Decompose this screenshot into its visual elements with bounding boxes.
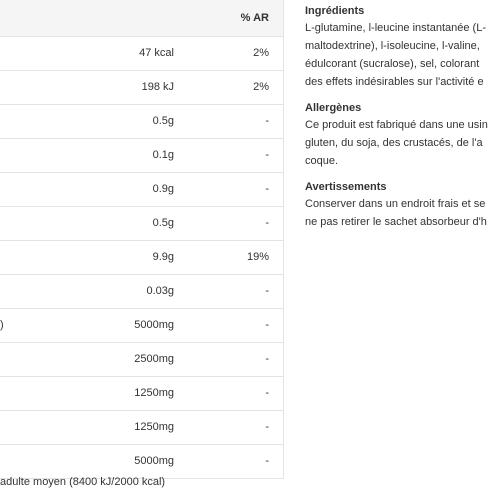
nutrient-ar: - bbox=[265, 183, 269, 195]
warnings-text bbox=[305, 195, 495, 231]
table-row bbox=[0, 275, 283, 309]
table-row bbox=[0, 71, 283, 105]
table-header bbox=[0, 0, 283, 37]
table-row bbox=[0, 207, 283, 241]
nutrient-ar: - bbox=[265, 319, 269, 331]
nutrient-value: 0.5g bbox=[152, 217, 174, 229]
table-row bbox=[0, 377, 283, 411]
nutrient-ar: - bbox=[265, 149, 269, 161]
ingredients-title: Ingrédients bbox=[305, 5, 365, 17]
warnings-title: Avertissements bbox=[305, 181, 387, 193]
nutrient-value: 198 kJ bbox=[141, 81, 174, 93]
ingredients-text bbox=[305, 19, 495, 91]
text-line: édulcorant (sucralose), sel, colorant bbox=[305, 58, 480, 70]
text-line: ne pas retirer le sachet absorbeur d'h bbox=[305, 216, 487, 228]
nutrient-value: 2500mg bbox=[134, 353, 174, 365]
table-row bbox=[0, 139, 283, 173]
nutrient-ar: - bbox=[265, 455, 269, 467]
nutrient-ar: - bbox=[265, 115, 269, 127]
table-row bbox=[0, 241, 283, 275]
nutrient-value: 9.9g bbox=[152, 251, 174, 263]
nutrient-value: 5000mg bbox=[134, 455, 174, 467]
nutrient-ar: - bbox=[265, 353, 269, 365]
allergens-text bbox=[305, 116, 495, 170]
nutrient-value: 5000mg bbox=[134, 319, 174, 331]
warnings-section bbox=[305, 176, 495, 231]
ar-column-header: % AR bbox=[240, 12, 269, 24]
table-row bbox=[0, 445, 283, 479]
table-row bbox=[0, 37, 283, 71]
text-line: Conserver dans un endroit frais et se bbox=[305, 198, 486, 210]
nutrient-value: 0.03g bbox=[146, 285, 174, 297]
nutrient-ar: - bbox=[265, 421, 269, 433]
reference-intake-footnote: adulte moyen (8400 kJ/2000 kcal) bbox=[0, 476, 166, 488]
nutrient-value: 0.5g bbox=[152, 115, 174, 127]
nutrient-ar: - bbox=[265, 217, 269, 229]
product-info-panel bbox=[305, 0, 495, 237]
nutrient-ar: 2% bbox=[253, 81, 269, 93]
text-line: maltodextrine), l-isoleucine, l-valine, bbox=[305, 40, 480, 52]
text-line: L-glutamine, l-leucine instantanée (L- bbox=[305, 22, 486, 34]
table-row bbox=[0, 411, 283, 445]
text-line: Ce produit est fabriqué dans une usin bbox=[305, 119, 488, 131]
table-row bbox=[0, 105, 283, 139]
nutrient-value: 1250mg bbox=[134, 387, 174, 399]
text-line: des effets indésirables sur l'activité e bbox=[305, 76, 484, 88]
ingredients-section bbox=[305, 0, 495, 91]
nutrient-ar: 2% bbox=[253, 47, 269, 59]
nutrient-value: 1250mg bbox=[134, 421, 174, 433]
nutrient-ar: - bbox=[265, 285, 269, 297]
table-row bbox=[0, 343, 283, 377]
allergens-title: Allergènes bbox=[305, 102, 362, 114]
table-row bbox=[0, 173, 283, 207]
nutrient-name: ) bbox=[0, 319, 4, 331]
nutrient-value: 0.1g bbox=[152, 149, 174, 161]
table-row bbox=[0, 309, 283, 343]
text-line: gluten, du soja, des crustacés, de l'a bbox=[305, 137, 483, 149]
allergens-section bbox=[305, 97, 495, 170]
nutrient-ar: 19% bbox=[246, 251, 269, 263]
nutrient-value: 0.9g bbox=[152, 183, 174, 195]
text-line: coque. bbox=[305, 155, 339, 167]
nutrient-ar: - bbox=[265, 387, 269, 399]
nutrient-value: 47 kcal bbox=[139, 47, 174, 59]
